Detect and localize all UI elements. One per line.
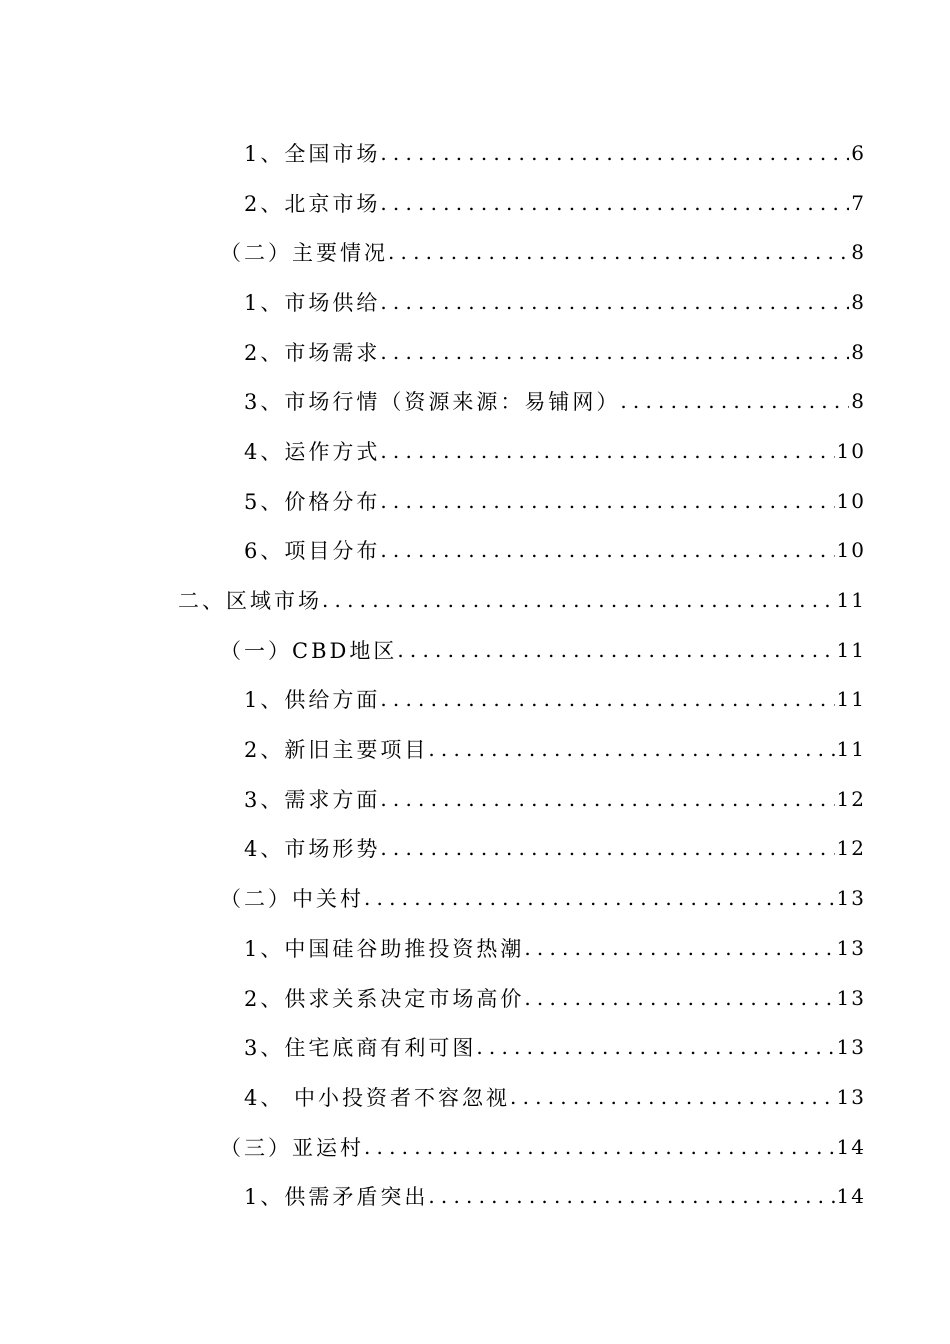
- toc-page-number: 11: [836, 687, 866, 712]
- toc-dot-leader: [322, 588, 835, 612]
- toc-dot-leader: [388, 240, 849, 264]
- toc-entry-title: （一）CBD地区: [220, 638, 398, 663]
- toc-page-number: 11: [836, 737, 866, 762]
- toc-entry[interactable]: [0, 178, 950, 228]
- toc-dot-leader: [524, 986, 834, 1010]
- toc-dot-leader: [380, 687, 834, 711]
- toc-page-number: 8: [851, 389, 866, 414]
- toc-entry[interactable]: [0, 526, 950, 576]
- toc-dot-leader: [380, 141, 849, 165]
- toc-page-number: 14: [836, 1184, 866, 1209]
- toc-dot-leader: [510, 1085, 835, 1109]
- toc-dot-leader: [380, 340, 849, 364]
- toc-entry[interactable]: [0, 1171, 950, 1221]
- toc-entry-title: 4、市场形势: [244, 837, 381, 862]
- toc-entry[interactable]: [0, 227, 950, 277]
- toc-page-number: 13: [836, 935, 866, 960]
- toc-dot-leader: [380, 489, 834, 513]
- toc-entry-title: （三）亚运村: [220, 1135, 364, 1160]
- toc-entry-title: 5、价格分布: [244, 489, 381, 514]
- toc-page-number: 13: [836, 1084, 866, 1109]
- toc-page-number: 11: [836, 637, 866, 662]
- toc-dot-leader: [476, 1035, 834, 1059]
- toc-page-number: 8: [851, 289, 866, 314]
- toc-entry-title: 二、区域市场: [178, 589, 322, 614]
- toc-dot-leader: [397, 638, 834, 662]
- toc-entry[interactable]: [0, 1122, 950, 1172]
- toc-entry-title: 4、运作方式: [244, 439, 381, 464]
- toc-page-number: 8: [851, 240, 866, 265]
- toc-page-number: 7: [851, 190, 866, 215]
- toc-page-number: 6: [851, 140, 866, 165]
- toc-page-number: 11: [836, 588, 866, 613]
- toc-entry-title: 2、市场需求: [244, 340, 381, 365]
- toc-entry-title: 1、市场供给: [244, 290, 381, 315]
- toc-entry-title: 6、项目分布: [244, 539, 381, 564]
- toc-entry[interactable]: [0, 128, 950, 178]
- toc-dot-leader: [364, 886, 835, 910]
- toc-page-number: 14: [836, 1134, 866, 1159]
- toc-dot-leader: [380, 290, 849, 314]
- toc-entry-title: 1、全国市场: [244, 141, 381, 166]
- toc-entry-title: 3、市场行情（资源来源：易铺网）: [244, 390, 621, 415]
- toc-entry[interactable]: [0, 923, 950, 973]
- toc-entry[interactable]: [0, 625, 950, 675]
- toc-entry[interactable]: [0, 277, 950, 327]
- toc-entry-title: 1、供需矛盾突出: [244, 1185, 429, 1210]
- toc-entry[interactable]: [0, 575, 950, 625]
- table-of-contents: [0, 128, 950, 1221]
- toc-page-number: 10: [836, 538, 866, 563]
- toc-entry-title: 2、供求关系决定市场高价: [244, 986, 525, 1011]
- toc-dot-leader: [364, 1135, 835, 1159]
- toc-page-number: 12: [836, 836, 866, 861]
- toc-entry-title: 4、 中小投资者不容忽视: [244, 1085, 511, 1110]
- toc-entry[interactable]: [0, 774, 950, 824]
- toc-page-number: 13: [836, 1035, 866, 1060]
- toc-entry[interactable]: [0, 824, 950, 874]
- toc-entry-title: 1、中国硅谷助推投资热潮: [244, 936, 525, 961]
- toc-entry[interactable]: [0, 327, 950, 377]
- toc-dot-leader: [380, 538, 834, 562]
- toc-entry[interactable]: [0, 426, 950, 476]
- toc-dot-leader: [428, 737, 834, 761]
- toc-dot-leader: [524, 936, 834, 960]
- toc-entry[interactable]: [0, 973, 950, 1023]
- toc-entry-title: （二）主要情况: [220, 241, 388, 266]
- toc-entry-title: 3、需求方面: [244, 787, 381, 812]
- toc-entry-title: （二）中关村: [220, 887, 364, 912]
- toc-entry-title: 1、供给方面: [244, 688, 381, 713]
- toc-entry[interactable]: [0, 873, 950, 923]
- toc-dot-leader: [380, 836, 834, 860]
- toc-entry[interactable]: [0, 476, 950, 526]
- toc-dot-leader: [380, 191, 849, 215]
- toc-dot-leader: [380, 787, 834, 811]
- toc-entry[interactable]: [0, 376, 950, 426]
- toc-entry-title: 2、新旧主要项目: [244, 738, 429, 763]
- toc-page-number: 10: [836, 438, 866, 463]
- toc-entry[interactable]: [0, 724, 950, 774]
- toc-entry[interactable]: [0, 675, 950, 725]
- toc-entry[interactable]: [0, 1072, 950, 1122]
- toc-page-number: 13: [836, 886, 866, 911]
- toc-page-number: 13: [836, 985, 866, 1010]
- toc-entry-title: 2、北京市场: [244, 191, 381, 216]
- toc-dot-leader: [428, 1184, 834, 1208]
- toc-page-number: 12: [836, 786, 866, 811]
- toc-page-number: 10: [836, 488, 866, 513]
- toc-dot-leader: [380, 439, 834, 463]
- toc-entry[interactable]: [0, 1022, 950, 1072]
- toc-page-number: 8: [851, 339, 866, 364]
- toc-dot-leader: [620, 389, 849, 413]
- toc-entry-title: 3、住宅底商有利可图: [244, 1036, 477, 1061]
